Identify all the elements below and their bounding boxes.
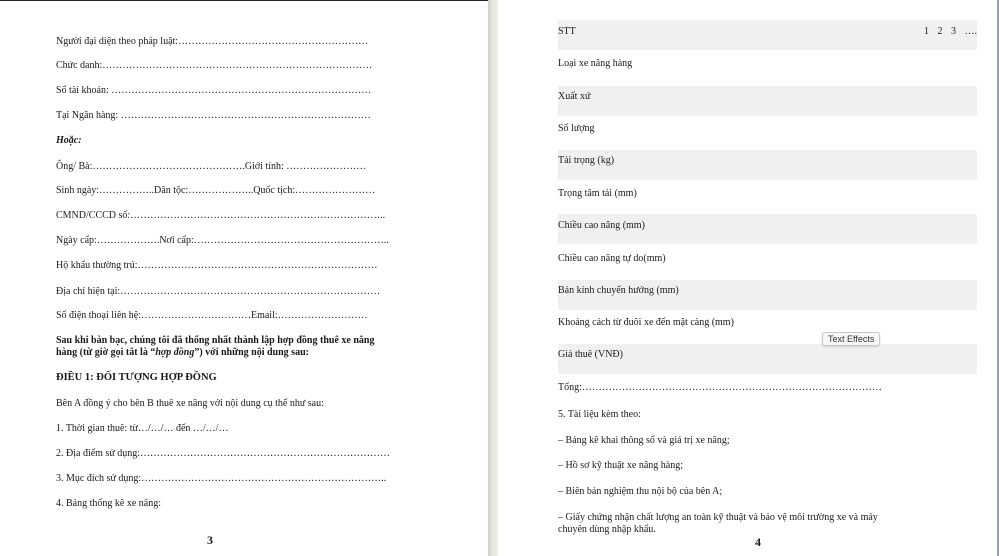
table-row-label: Số lượng bbox=[558, 123, 595, 134]
field-bank: Tại Ngân hàng: ………………………………………………………………… bbox=[56, 110, 371, 121]
table-row bbox=[558, 285, 977, 317]
table-row-label: Chiều cao nâng tự do(mm) bbox=[558, 253, 666, 264]
attachment-item: – Biên bản nghiệm thu nội bộ của bên A; bbox=[558, 486, 723, 497]
table-row-label: Tải trọng (kg) bbox=[558, 155, 615, 166]
table-row bbox=[558, 349, 977, 381]
table-row bbox=[558, 220, 977, 252]
field-legal-representative: Người đại diện theo pháp luật:………………………………………………… bbox=[56, 36, 369, 47]
table-header-row bbox=[558, 26, 977, 58]
article-1-heading: ĐIỀU 1: ĐỐI TƯỢNG HỢP ĐỒNG bbox=[56, 372, 217, 383]
table-row bbox=[558, 155, 977, 187]
table-row-label: Xuất xứ bbox=[558, 91, 591, 102]
table-row-label: Trọng tâm tải (mm) bbox=[558, 188, 637, 199]
text-effects-tooltip: Text Effects bbox=[822, 332, 880, 346]
table-column-numbers: 1 2 3 …. bbox=[924, 26, 977, 37]
attachment-item-continued: chuyên dùng nhập khẩu. bbox=[558, 524, 656, 535]
table-row-label: Khoảng cách từ đuôi xe đến mặt càng (mm) bbox=[558, 317, 734, 328]
attachments-heading: 5. Tài liệu kèm theo: bbox=[558, 409, 641, 420]
field-account-number: Số tài khoản: …………………………………………………………………… bbox=[56, 85, 372, 96]
field-current-address: Địa chỉ hiện tại:…………………………………………………………………… bbox=[56, 286, 381, 297]
total-line: Tổng:……………………………………………………………………………… bbox=[558, 382, 882, 393]
item-usage-location: 2. Địa điểm sử dụng:………………………………………………………………… bbox=[56, 448, 391, 459]
page-gutter bbox=[488, 0, 498, 556]
page-number-right: 4 bbox=[755, 535, 761, 549]
field-birth-ethnicity-nationality: Sinh ngày:……………..Dân tộc:………………..Quốc tịch:…………………… bbox=[56, 185, 376, 196]
page-number-left: 3 bbox=[207, 533, 213, 547]
table-row-label: Loại xe nâng hàng bbox=[558, 58, 633, 69]
attachment-item: – Bảng kê khai thông số và giá trị xe nâng; bbox=[558, 435, 730, 446]
agreement-line-1: Sau khi bàn bạc, chúng tôi đã thống nhất thành lập hợp đồng thuê xe nâng bbox=[56, 335, 375, 346]
attachment-item: – Hồ sơ kỹ thuật xe nâng hàng; bbox=[558, 460, 683, 471]
article-1-intro: Bên A đồng ý cho bên B thuê xe nâng với nội dung cụ thể như sau: bbox=[56, 398, 324, 409]
field-phone-email: Số điện thoại liên hệ:……………………………Email:……………………… bbox=[56, 310, 368, 321]
item-usage-purpose: 3. Mục đích sử dụng:……………………………………………………………….. bbox=[56, 473, 387, 484]
attachment-item: – Giấy chứng nhận chất lượng an toàn kỹ thuật và bảo vệ môi trường xe và máy bbox=[558, 512, 878, 523]
table-row-label: Chiều cao nâng (mm) bbox=[558, 220, 645, 231]
or-label: Hoặc: bbox=[56, 135, 82, 146]
agreement-line-2: hàng (từ giờ gọi tắt là “hợp đồng”) với những nội dung sau: bbox=[56, 347, 309, 358]
field-permanent-address: Hộ khẩu thường trú:……………………………………………………………… bbox=[56, 260, 378, 271]
field-position: Chức danh:……………………………………………………………………… bbox=[56, 60, 373, 71]
table-header-stt: STT bbox=[558, 26, 576, 37]
table-row-label: Giá thuê (VNĐ) bbox=[558, 349, 623, 360]
field-id-number: CMND/CCCD số:………………………………………………………………….. bbox=[56, 210, 386, 221]
table-row bbox=[558, 91, 977, 123]
field-name-gender: Ông/ Bà:……………………………………….Giới tính: …………………… bbox=[56, 161, 367, 172]
item-rental-period: 1. Thời gian thuê: từ…/…/… đến …/…/… bbox=[56, 423, 229, 434]
field-issue-date-place: Ngày cấp:……………….Nơi cấp:………………………………………………….. bbox=[56, 235, 389, 246]
item-forklift-table: 4. Bảng thống kê xe nâng: bbox=[56, 498, 161, 509]
table-row-label: Bán kính chuyển hướng (mm) bbox=[558, 285, 679, 296]
